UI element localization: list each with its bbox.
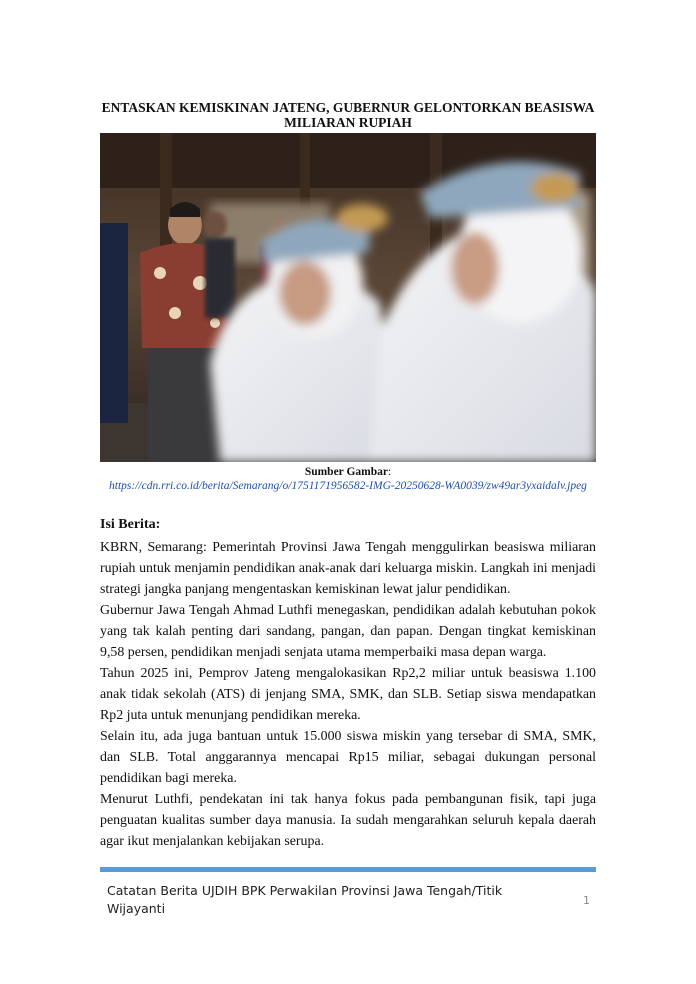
article-body <box>100 514 596 852</box>
caption-label: Sumber Gambar <box>304 466 388 478</box>
news-photo <box>100 133 596 462</box>
document-title: ENTASKAN KEMISKINAN JATENG, GUBERNUR GELONTORKAN BEASISWA MILIARAN RUPIAH <box>101 100 595 130</box>
footer-divider <box>100 867 596 872</box>
paragraph: Tahun 2025 ini, Pemprov Jateng mengalokasikan Rp2,2 miliar untuk beasiswa 1.100 anak tidak sekolah (ATS) di jenjang SMA, SMK, dan SLB. Setiap siswa mendapatkan Rp2 juta untuk menunjang pendidikan mereka. <box>100 666 596 723</box>
paragraph: KBRN, Semarang: Pemerintah Provinsi Jawa Tengah menggulirkan beasiswa miliaran rupiah untuk menjamin pendidikan anak-anak dari keluarga miskin. Langkah ini menjadi strategi jangka panjang mengentaskan kemiskinan lewat jalur pendidikan. <box>100 540 596 597</box>
footer-text: Catatan Berita UJDIH BPK Perwakilan Provinsi Jawa Tengah/Titik Wijayanti <box>107 883 503 916</box>
caption-url[interactable]: https://cdn.rri.co.id/berita/Semarang/o/1751171956582-IMG-20250628-WA0039/zw49ar3yxaidalv.jpeg <box>109 480 587 492</box>
image-caption <box>100 465 596 493</box>
paragraph: Menurut Luthfi, pendekatan ini tak hanya fokus pada pembangunan fisik, tapi juga penguatan kualitas sumber daya manusia. Ia sudah mengarahkan seluruh kepala daerah agar ikut menjalankan kebijakan serupa. <box>100 792 596 849</box>
section-heading: Isi Berita: <box>100 517 161 532</box>
page-number: 1 <box>583 894 590 907</box>
paragraph: Selain itu, ada juga bantuan untuk 15.000 siswa miskin yang tersebar di SMA, SMK, dan SLB. Total anggarannya mencapai Rp15 miliar, sebagai dukungan personal pendidikan bagi mereka. <box>100 729 596 786</box>
paragraph: Gubernur Jawa Tengah Ahmad Luthfi menegaskan, pendidikan adalah kebutuhan pokok yang tak kalah penting dari sandang, pangan, dan papan. Dengan tingkat kemiskinan 9,58 persen, pendidikan menjadi senjata utama memperbaiki masa depan warga. <box>100 603 596 660</box>
caption-colon: : <box>387 466 392 478</box>
